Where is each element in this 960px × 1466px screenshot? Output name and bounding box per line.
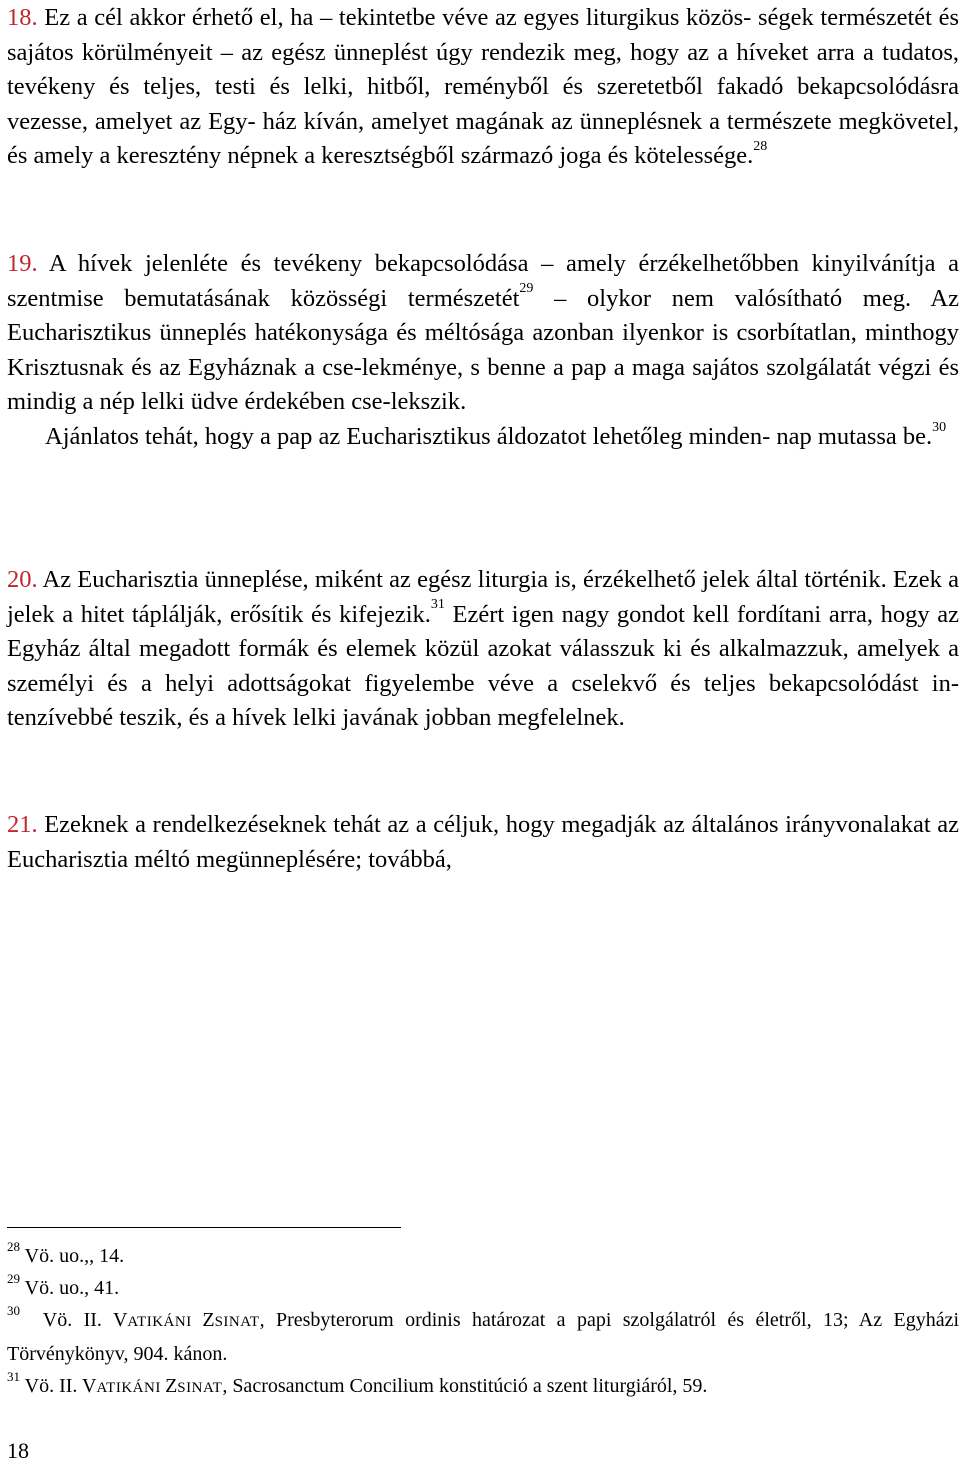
footnote-text: Vö. uo., 41. xyxy=(24,1277,120,1299)
text-line: ház kíván, amelyet magának az ünneplésnek a természete megkövetel, és xyxy=(7,107,959,170)
paragraph-21-text xyxy=(7,808,959,877)
paragraph-number: 18. xyxy=(7,4,38,31)
footnote-text: ATIKÁNI xyxy=(127,1314,203,1330)
text-line: Ez a cél akkor érhető el, ha – tekintetbe véve az egyes liturgikus közös- xyxy=(44,4,752,31)
text-line: amely a keresztény népnek a keresztségből származó joga és kötelessége. xyxy=(33,142,754,170)
text-line: Ezért igen xyxy=(444,600,554,628)
paragraph-19-text xyxy=(7,247,959,420)
paragraph-20 xyxy=(7,563,959,736)
text-line: ségek természetét és sajátos körülményeit – az egész ünneplést úgy rendezik xyxy=(7,4,960,66)
footnote-text: SINAT xyxy=(214,1314,260,1330)
footnote xyxy=(7,1370,959,1404)
paragraph-number: 21. xyxy=(7,811,38,838)
page-number: 18 xyxy=(7,1438,29,1463)
footnote-text: Z xyxy=(165,1375,178,1397)
footnote-number: 28 xyxy=(7,1239,20,1255)
footnote-text: Vö. II. xyxy=(42,1309,113,1331)
footnote-text: , Sacrosanctum Concilium konstitúció a szent liturgiáról, 59. xyxy=(222,1375,708,1397)
footnote-ref: 28 xyxy=(753,139,768,155)
text-line: A hívek jelenléte és tevékeny bekapcsolódása – amely érzékelhetőbben xyxy=(48,250,799,277)
text-line: azonban ilyenkor is csorbítatlan, minthogy Krisztusnak és az Egyháznak a xyxy=(7,319,960,381)
text-line: valósítható meg. Az Eucharisztikus ünneplés hatékonysága és méltósága xyxy=(7,284,959,347)
footnote-divider xyxy=(7,1227,401,1228)
footnote-text: V xyxy=(112,1309,128,1331)
text-line: – olykor nem xyxy=(533,284,714,312)
footnote-number: 30 xyxy=(7,1303,20,1319)
footnote xyxy=(7,1272,959,1304)
footnote-text: ATIKÁNI xyxy=(96,1380,166,1396)
footnote xyxy=(7,1240,959,1272)
footnote-ref: 29 xyxy=(519,281,534,297)
paragraph-19-sub xyxy=(7,420,959,455)
paragraph-20-text xyxy=(7,563,959,736)
paragraph-number: 19. xyxy=(7,250,38,277)
footnote-text: Z xyxy=(202,1309,215,1331)
footnote-text: életről, 13; Az Egyházi Törvénykönyv, 904. kánon. xyxy=(7,1309,960,1365)
footnote-number: 29 xyxy=(7,1271,20,1287)
paragraph-19 xyxy=(7,247,959,455)
paragraph-number: 20. xyxy=(7,566,38,593)
text-line: nagy gondot kell fordítani arra, hogy az Egyház által megadott formák és xyxy=(7,600,960,663)
text-line: Ezeknek a rendelkezéseknek tehát az a céljuk, hogy megadják az általános xyxy=(44,811,779,838)
footnote-number: 31 xyxy=(7,1369,20,1385)
text-line: kinyilvánítja a szentmise bemutatásának közösségi természetét xyxy=(7,250,959,312)
text-line: elemek közül azokat válasszuk ki és alkalmazzuk, amelyek a személyi és a xyxy=(7,635,959,697)
paragraph-21 xyxy=(7,808,959,877)
footnote xyxy=(7,1304,959,1370)
text-line: irányvonalakat az Eucharisztia méltó megünneplésére; továbbá, xyxy=(7,811,960,873)
text-line: nap mutassa be. xyxy=(776,422,933,450)
footnote-text: Vö. II. xyxy=(24,1375,83,1397)
footnotes xyxy=(7,1240,959,1404)
text-line: nép lelki üdve érdekében cse-lekszik. xyxy=(99,388,467,416)
paragraph-18 xyxy=(7,1,959,174)
text-line: Az Eucharisztia ünneplése, miként az egész liturgia is, érzékelhető jelek xyxy=(42,566,750,593)
footnote-ref: 31 xyxy=(430,597,445,613)
footnote-text: SINAT xyxy=(177,1380,223,1396)
text-line: reményből és szeretetből fakadó bekapcsolódásra vezesse, amelyet az Egy- xyxy=(7,73,960,135)
text-line: cse-lekménye, s benne a pap a maga sajátos szolgálatát végzi és mindig a xyxy=(7,353,959,416)
footnote-text: Vö. uo.,, 14. xyxy=(24,1245,125,1267)
text-line: tenzívebbé teszik, és a hívek lelki javának jobban megfelelnek. xyxy=(7,704,625,732)
text-line: helyi adottságokat figyelembe véve a cselekvő és teljes bekapcsolódást in- xyxy=(165,669,959,697)
text-line: által történik. Ezek a jelek a hitet táplálják, erősítik és kifejezik. xyxy=(7,566,959,628)
footnote-text: , Presbyterorum ordinis határozat a papi szolgálatról és xyxy=(259,1309,745,1331)
footnote-text: V xyxy=(82,1375,97,1397)
text-line: meg, hogy az a híveket arra a tudatos, tevékeny és teljes, testi és lelki, hitből, xyxy=(7,38,959,101)
paragraph-18-text xyxy=(7,1,959,174)
text-line: Ajánlatos tehát, hogy a pap az Eucharisztikus áldozatot lehetőleg minden- xyxy=(45,422,771,450)
footnote-ref: 30 xyxy=(932,419,947,435)
